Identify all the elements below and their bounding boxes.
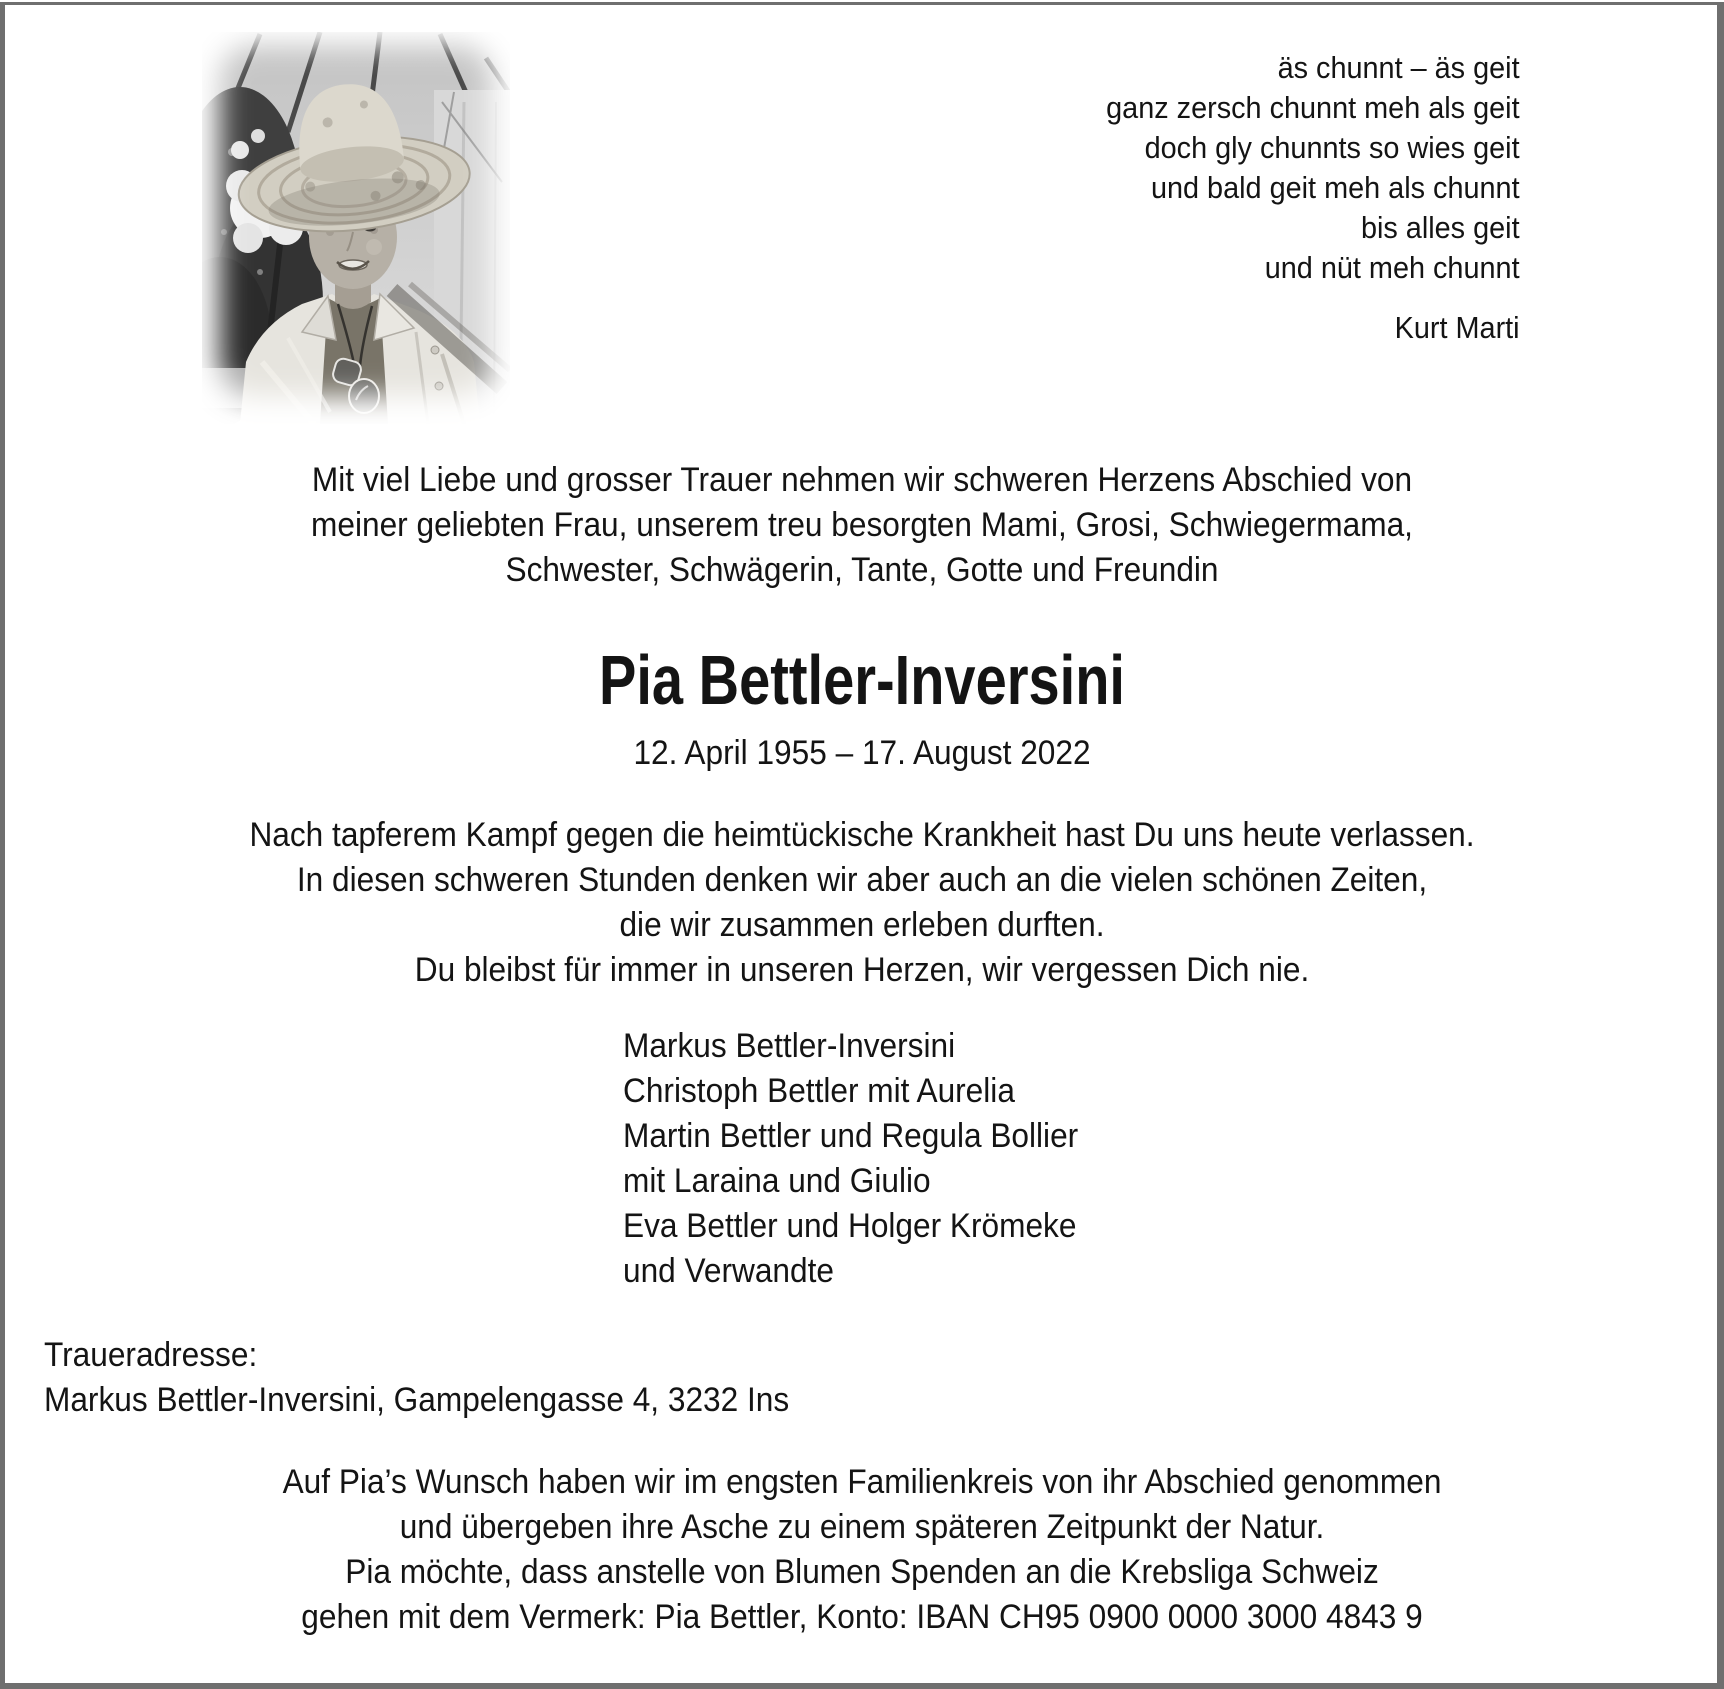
tribute-line: Du bleibst für immer in unseren Herzen, wir vergessen Dich nie.	[414, 951, 1310, 989]
mourner-line: und Verwandte	[623, 1252, 834, 1290]
tribute-line: Nach tapferem Kampf gegen die heimtückische Krankheit hast Du uns heute verlassen.	[249, 816, 1475, 854]
poem-line: ganz zersch chunnt meh als geit	[1106, 90, 1520, 125]
closing-line: und übergeben ihre Asche zu einem späteren Zeitpunkt der Natur.	[399, 1508, 1325, 1546]
mourners-list	[623, 1024, 1112, 1294]
life-dates-block	[0, 731, 1724, 776]
poem-line: und bald geit meh als chunnt	[1151, 170, 1520, 205]
mourner-line: Eva Bettler und Holger Krömeke	[623, 1207, 1077, 1245]
portrait-photo	[202, 32, 510, 424]
address-value: Markus Bettler-Inversini, Gampelengasse 4, 3232 Ins	[44, 1381, 790, 1419]
poem-author: Kurt Marti	[1395, 310, 1520, 345]
tribute-line: In diesen schweren Stunden denken wir aber auch an die vielen schönen Zeiten,	[296, 861, 1428, 899]
intro-line: Schwester, Schwägerin, Tante, Gotte und Freundin	[505, 551, 1219, 589]
poem-line: doch gly chunnts so wies geit	[1144, 130, 1520, 165]
deceased-name: Pia Bettler-Inversini	[599, 641, 1125, 719]
poem	[1075, 48, 1520, 348]
mourner-line: Markus Bettler-Inversini	[623, 1027, 956, 1065]
tribute-text	[0, 813, 1724, 993]
poem-line: bis alles geit	[1361, 210, 1520, 245]
mourner-line: Christoph Bettler mit Aurelia	[623, 1072, 1015, 1110]
closing-text	[0, 1460, 1724, 1640]
closing-line: Auf Pia’s Wunsch haben wir im engsten Familienkreis von ihr Abschied genommen	[282, 1463, 1442, 1501]
address-label: Traueradresse:	[44, 1336, 258, 1374]
poem-line: äs chunnt – äs geit	[1277, 50, 1520, 85]
mourner-line: Martin Bettler und Regula Bollier	[623, 1117, 1079, 1155]
life-dates: 12. April 1955 – 17. August 2022	[633, 734, 1091, 772]
closing-line: Pia möchte, dass anstelle von Blumen Spenden an die Krebsliga Schweiz	[345, 1553, 1379, 1591]
intro-text	[0, 458, 1724, 593]
poem-line: und nüt meh chunnt	[1265, 250, 1520, 285]
deceased-name-block	[0, 642, 1724, 718]
closing-line: gehen mit dem Vermerk: Pia Bettler, Konto: IBAN CH95 0900 0000 3000 4843 9	[301, 1598, 1423, 1636]
portrait-illustration	[202, 32, 510, 424]
intro-line: Mit viel Liebe und grosser Trauer nehmen wir schweren Herzens Abschied von	[311, 461, 1413, 499]
mourner-line: mit Laraina und Giulio	[623, 1162, 931, 1200]
intro-line: meiner geliebten Frau, unserem treu besorgten Mami, Grosi, Schwiegermama,	[311, 506, 1413, 544]
mourning-address	[44, 1333, 845, 1423]
tribute-line: die wir zusammen erleben durften.	[619, 906, 1105, 944]
